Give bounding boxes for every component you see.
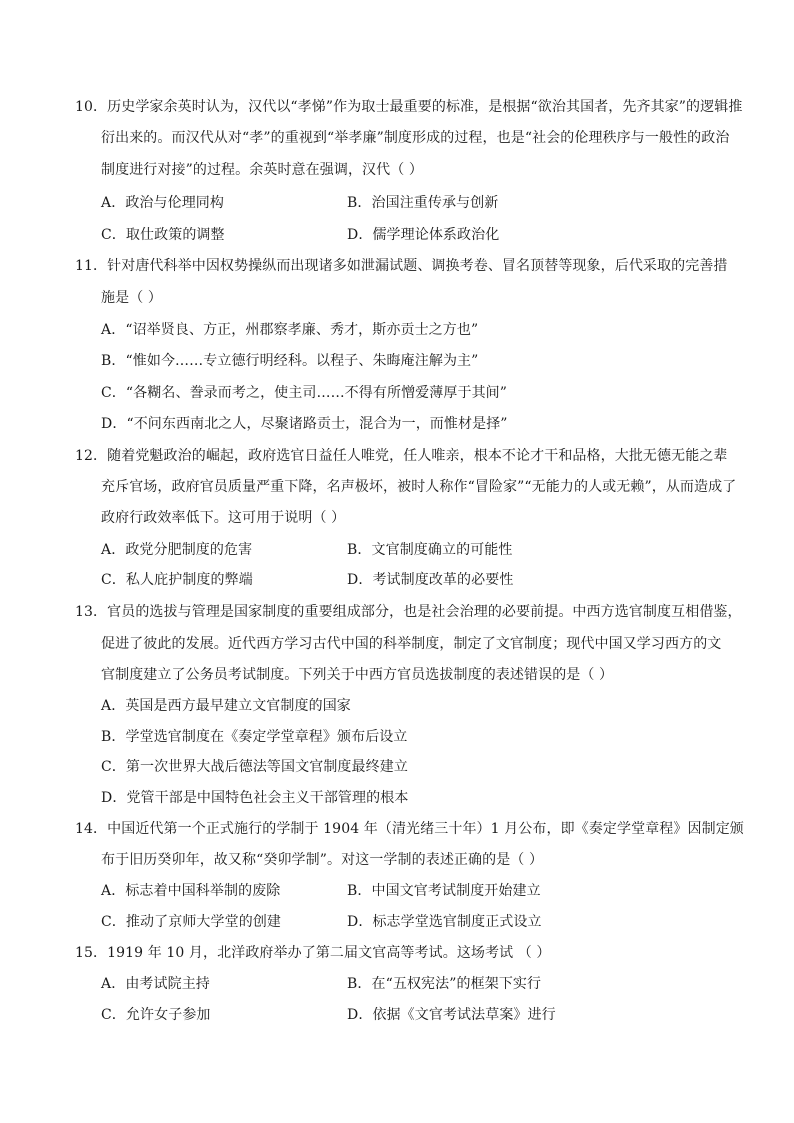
option-text: “不问东西南北之人，尽聚诸路贡士，混合为一，而惟材是择”	[126, 416, 508, 432]
option-text: “诏举贤良、方正，州郡察孝廉、秀才，斯亦贡士之方也”	[125, 322, 479, 338]
question-11-option-d	[101, 414, 508, 434]
option-label: A．	[101, 976, 126, 992]
option-label: C．	[101, 385, 126, 401]
option-text: 中国文官考试制度开始建立	[371, 883, 541, 899]
option-text: 英国是西方最早建立文官制度的国家	[125, 698, 351, 714]
option-text: 依据《文官考试法草案》进行	[372, 1007, 556, 1023]
option-label: D．	[347, 572, 373, 588]
question-number: 10．	[75, 99, 108, 115]
question-13-option-d	[101, 788, 408, 808]
option-text: 取仕政策的调整	[125, 227, 225, 243]
question-stem-text: 针对唐代科举中因权势操纵而出现诸多如泄漏试题、调换考卷、冒名顶替等现象，后代采取的完善措	[107, 258, 728, 274]
question-13-option-c	[101, 757, 408, 777]
option-text: 由考试院主持	[125, 976, 210, 992]
question-14-option-a	[101, 881, 280, 901]
question-12-line-3: 政府行政效率低下。这可用于说明（ ）	[101, 510, 346, 526]
option-text: 党管干部是中国特色社会主义干部管理的根本	[126, 790, 409, 806]
question-stem-text: 1919 年 10 月，北洋政府举办了第二届文官高等考试。这场考试 （ ）	[107, 945, 551, 961]
question-15-line-1	[75, 943, 551, 963]
question-12-option-b	[347, 540, 513, 560]
option-label: D．	[101, 416, 127, 432]
option-label: C．	[101, 227, 126, 243]
question-11-option-c	[101, 383, 507, 403]
option-label: A．	[101, 195, 126, 211]
question-15-option-a	[101, 974, 210, 994]
option-label: A．	[101, 883, 126, 899]
question-13-option-a	[101, 696, 351, 716]
question-10-line-1	[75, 97, 742, 117]
option-text: 在“五权宪法”的框架下实行	[371, 976, 542, 992]
option-text: 标志学堂选官制度正式设立	[372, 914, 542, 930]
question-number: 12．	[75, 448, 108, 464]
question-stem-text: 历史学家余英时认为，汉代以“孝悌”作为取士最重要的标准，是根据“欲治其国者，先齐其家”的逻辑推	[107, 99, 743, 115]
option-text: 推动了京师大学堂的创建	[125, 914, 282, 930]
option-text: 允许女子参加	[125, 1007, 211, 1023]
question-12-line-2: 充斥官场，政府官员质量严重下降，名声极坏，被时人称作“冒险家”“无能力的人或无赖”，从而造成了	[101, 479, 737, 495]
question-11-line-1	[75, 256, 728, 276]
option-text: 政治与伦理同构	[125, 195, 225, 211]
option-text: 文官制度确立的可能性	[371, 542, 513, 558]
option-text: 标志着中国科举制的废除	[125, 883, 281, 899]
option-label: B．	[101, 729, 126, 745]
option-label: A．	[101, 698, 126, 714]
question-10-option-d	[347, 225, 499, 245]
question-14-option-d	[347, 912, 542, 932]
question-10-line-3: 制度进行对接”的过程。余英时意在强调，汉代（ ）	[101, 162, 424, 178]
question-10-option-a	[101, 193, 224, 213]
option-text: 第一次世界大战后德法等国文官制度最终建立	[125, 759, 408, 775]
option-text: 政党分肥制度的危害	[125, 542, 253, 558]
option-label: B．	[347, 976, 372, 992]
question-stem-text: 官员的选拔与管理是国家制度的重要组成部分，也是社会治理的必要前提。中西方选官制度互相借鉴，	[107, 604, 742, 620]
question-stem-text: 中国近代第一个正式施行的学制于 1904 年（清光绪三十年）1 月公布，即《奏定学堂章程》因制定颁	[107, 821, 744, 837]
option-label: D．	[347, 227, 373, 243]
question-13-line-2: 促进了彼此的发展。近代西方学习古代中国的科举制度，制定了文官制度；现代中国又学习西方的文	[101, 636, 722, 652]
question-number: 14．	[75, 821, 108, 837]
option-label: D．	[347, 1007, 373, 1023]
question-14-option-c	[101, 912, 281, 932]
question-11-option-b	[101, 351, 478, 371]
question-12-line-1	[75, 446, 728, 466]
question-10-line-2: 衍出来的。而汉代从对“孝”的重视到“举孝廉”制度形成的过程，也是“社会的伦理秩序与一般性的政治	[101, 130, 730, 146]
option-text: “各糊名、誊录而考之，使主司……不得有所憎爱薄厚于其间”	[125, 385, 508, 401]
question-14-line-1	[75, 819, 744, 839]
option-label: C．	[101, 1007, 126, 1023]
option-label: B．	[347, 542, 372, 558]
question-15-option-b	[347, 974, 541, 994]
question-11-line-2: 施是（ ）	[101, 290, 162, 306]
question-12-option-a	[101, 540, 252, 560]
question-15-option-c	[101, 1005, 211, 1025]
option-label: C．	[101, 572, 126, 588]
question-13-option-b	[101, 727, 408, 747]
option-label: D．	[347, 914, 373, 930]
question-number: 13．	[75, 604, 108, 620]
question-stem-text: 随着党魁政治的崛起，政府选官日益任人唯党，任人唯亲，根本不论才干和品格，大批无德无能之辈	[107, 448, 728, 464]
question-12-option-d	[347, 570, 513, 590]
question-11-option-a	[101, 320, 478, 340]
option-text: 儒学理论体系政治化	[372, 227, 500, 243]
option-label: C．	[101, 759, 126, 775]
question-15-option-d	[347, 1005, 556, 1025]
option-text: 学堂选官制度在《奏定学堂章程》颁布后设立	[125, 729, 408, 745]
question-13-line-1	[75, 602, 742, 622]
option-text: “惟如今……专立德行明经科。以程子、朱晦庵注解为主”	[125, 353, 479, 369]
question-number: 15．	[75, 945, 108, 961]
option-label: B．	[347, 195, 372, 211]
question-13-line-3: 官制度建立了公务员考试制度。下列关于中西方官员选拔制度的表述错误的是（ ）	[101, 667, 614, 683]
option-text: 私人庇护制度的弊端	[125, 572, 253, 588]
option-label: A．	[101, 322, 126, 338]
option-label: B．	[347, 883, 372, 899]
question-number: 11．	[75, 258, 108, 274]
question-14-line-2: 布于旧历癸卯年，故又称“癸卯学制”。对这一学制的表述正确的是（ ）	[101, 852, 544, 868]
question-14-option-b	[347, 881, 541, 901]
option-label: A．	[101, 542, 126, 558]
question-10-option-b	[347, 193, 498, 213]
question-10-option-c	[101, 225, 225, 245]
option-text: 考试制度改革的必要性	[372, 572, 514, 588]
option-label: D．	[101, 790, 127, 806]
option-label: C．	[101, 914, 126, 930]
option-text: 治国注重传承与创新	[371, 195, 499, 211]
question-12-option-c	[101, 570, 253, 590]
option-label: B．	[101, 353, 126, 369]
